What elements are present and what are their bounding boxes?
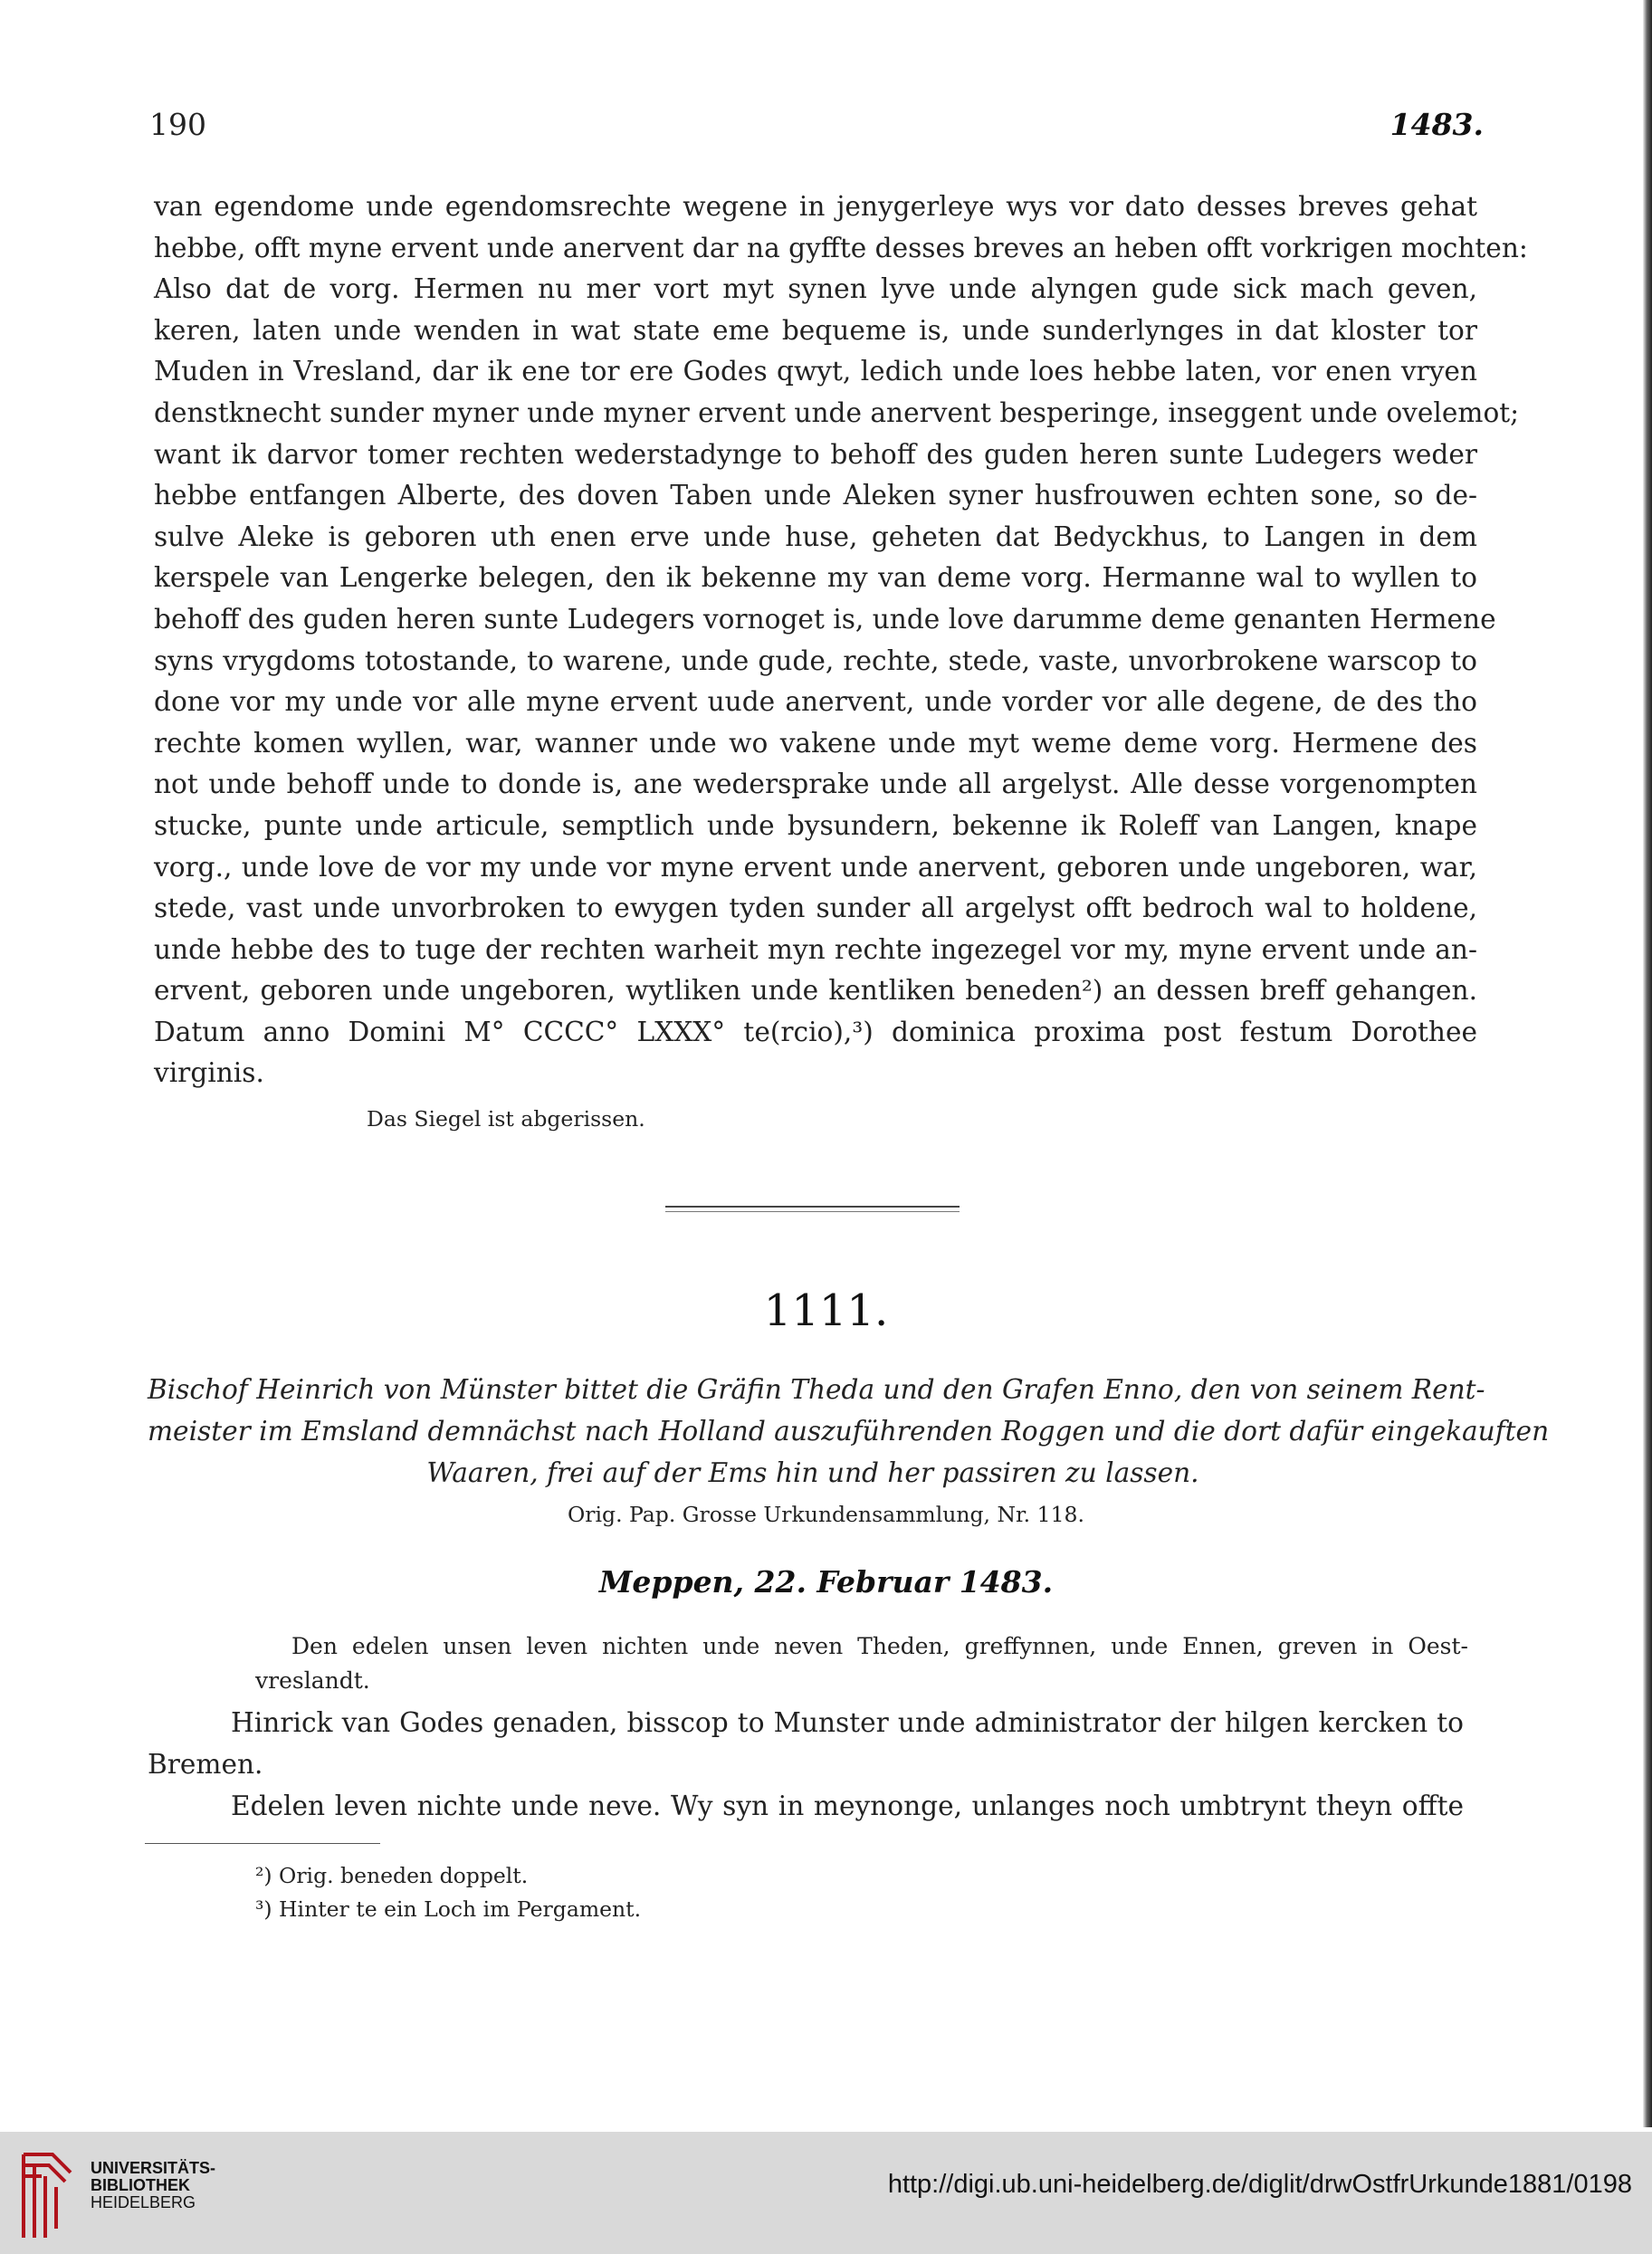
footnote: ²) Orig. beneden doppelt. (255, 1863, 529, 1888)
summary-line: meister im Emsland demnächst nach Holland auszuführenden Roggen und die dort dafür eingekauften (148, 1416, 1550, 1447)
text-line: van egendome unde egendomsrechte wegene in jenygerleye wys vor dato desses breves gehat (154, 191, 1477, 222)
source-url-link[interactable]: http://digi.ub.uni-heidelberg.de/diglit/drwOstfrUrkunde1881/0198 (887, 2170, 1632, 2199)
text-line: denstknecht sunder myner unde myner ervent unde anervent besperinge, inseggent unde ovelemot; (154, 396, 1520, 428)
footnotes (255, 1859, 641, 1926)
section-divider-thin (665, 1211, 960, 1212)
text-line: stede, vast unde unvorbroken to ewygen tyden sunder all argelyst offt bedroch wal to holdene, (154, 893, 1477, 924)
text-line: keren, laten unde wenden in wat state eme bequeme is, unde sunderlynges in dat kloster tor (154, 314, 1477, 346)
text-line: hebbe, offt myne ervent unde anervent dar na gyffte desses breves an heben offt vorkrigen mochten: (154, 232, 1528, 263)
place-date: Meppen, 22. Februar 1483. (598, 1564, 1054, 1600)
intro-line: Edelen leven nichte unde neve. Wy syn in meynonge, unlanges noch umbtrynt theyn offte (231, 1791, 1464, 1821)
text-line: not unde behoff unde to donde is, ane wedersprake unde all argelyst. Alle desse vorgenompten (154, 769, 1477, 800)
text-line: stucke, punte unde articule, semptlich unde bysundern, bekenne ik Roleff van Langen, knape (154, 809, 1477, 841)
document-number: 1111. (763, 1285, 889, 1336)
text-line: want ik darvor tomer rechten wederstadynge to behoff des guden heren sunte Ludegers weder (154, 438, 1477, 470)
summary-line: Bischof Heinrich von Münster bittet die Gräfin Theda und den Grafen Enno, den von seinem Rent- (148, 1374, 1485, 1405)
text-line: done vor my unde vor alle myne ervent uude anervent, unde vorder vor alle degene, de des tho (154, 686, 1477, 718)
source-reference: Orig. Pap. Grosse Urkundensammlung, Nr. 118. (568, 1502, 1084, 1527)
address-line: vreslandt. (255, 1667, 370, 1694)
footnote-divider (145, 1843, 380, 1844)
text-line: Datum anno Domini M° CCCC° LXXX° te(rcio),³) dominica proxima post festum Dorothee (154, 1016, 1477, 1047)
summary-line: Waaren, frei auf der Ems hin und her passiren zu lassen. (426, 1457, 1199, 1488)
text-line: behoff des guden heren sunte Ludegers vornoget is, unde love darumme deme genanten Hermene (154, 603, 1496, 635)
page-number: 190 (149, 107, 206, 142)
text-line: vorg., unde love de vor my unde vor myne ervent unde anervent, geboren unde ungeboren, war, (154, 851, 1477, 883)
footnote: ³) Hinter te ein Loch im Pergament. (255, 1896, 642, 1922)
text-line: syns vrygdoms totostande, to warene, unde gude, rechte, stede, vaste, unvorbrokene warscop to (154, 645, 1477, 676)
scan-edge (1643, 0, 1652, 2127)
text-line: ervent, geboren unde ungeboren, wytliken unde kentliken beneden²) an dessen breff gehangen. (154, 975, 1477, 1007)
text-line: rechte komen wyllen, war, wanner unde wo vakene unde myt weme deme vorg. Hermene des (154, 727, 1477, 759)
intro-line: Hinrick van Godes genaden, bisscop to Munster unde administrator der hilgen kercken to (231, 1707, 1464, 1738)
charter-text (154, 186, 1528, 1094)
library-logo-icon (16, 2138, 78, 2247)
text-line: unde hebbe des to tuge der rechten warheit myn rechte ingezegel vor my, myne ervent unde an- (154, 933, 1477, 965)
address-line: Den edelen unsen leven nichten unde neven Theden, greffynnen, unde Ennen, greven in Oest- (291, 1633, 1468, 1659)
library-name-line: HEIDELBERG (91, 2193, 196, 2211)
text-line: Muden in Vresland, dar ik ene tor ere Godes qwyt, ledich unde loes hebbe laten, vor enen vryen (154, 356, 1477, 387)
section-divider (665, 1206, 960, 1208)
library-name-line: BIBLIOTHEK (91, 2176, 190, 2194)
text-line: sulve Aleke is geboren uth enen erve unde huse, geheten dat Bedyckhus, to Langen in dem (154, 521, 1477, 552)
document-summary (148, 1369, 1550, 1494)
intro-line: Bremen. (148, 1749, 263, 1780)
seal-note: Das Siegel ist abgerissen. (367, 1106, 645, 1132)
text-line: Also dat de vorg. Hermen nu mer vort myt synen lyve unde alyngen gude sick mach geven, (154, 273, 1477, 305)
text-line: hebbe entfangen Alberte, des doven Taben unde Aleken syner husfrouwen echten sone, so de- (154, 480, 1477, 511)
address (255, 1629, 1468, 1698)
running-year: 1483. (1389, 107, 1484, 142)
library-name-line: UNIVERSITÄTS- (91, 2159, 216, 2177)
text-line: kerspele van Lengerke belegen, den ik bekenne my van deme vorg. Hermanne wal to wyllen to (154, 562, 1477, 594)
letter-intro (148, 1702, 1464, 1827)
library-name (91, 2160, 215, 2211)
text-line: virginis. (154, 1057, 264, 1089)
